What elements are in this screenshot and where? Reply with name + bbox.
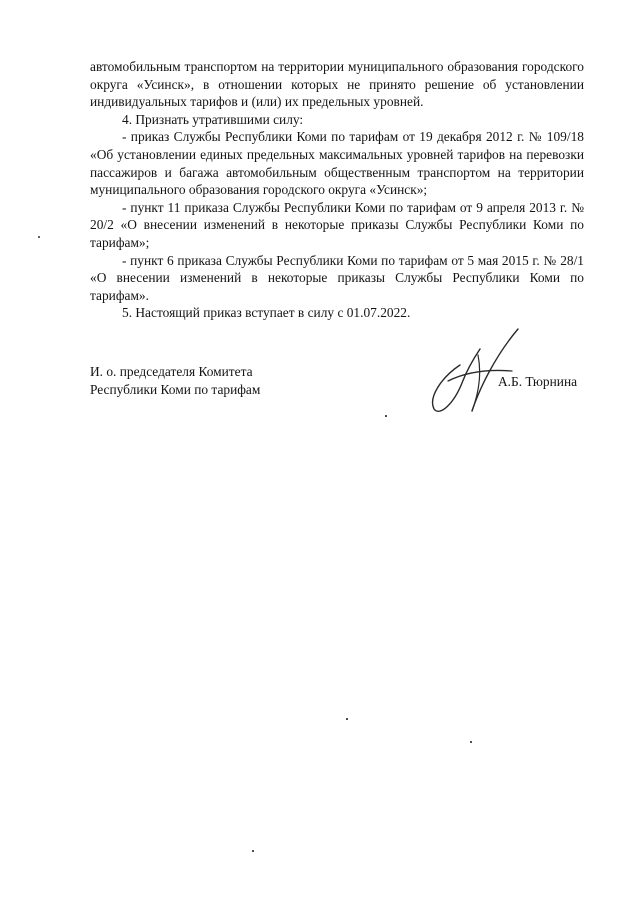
paragraph-item-5: 5. Настоящий приказ вступает в силу с 01.07.2022. [122,305,411,321]
paragraph-repeal-order-2015: - пункт 6 приказа Службы Республики Коми по тарифам от 5 мая 2015 г. № 28/1 «О внесении изменений в некоторые приказы Службы Республики Коми по тарифам». [90,252,584,303]
scan-speck [38,236,40,238]
paragraph-continuation: автомобильным транспортом на территории муниципального образования городского округа «Усинск», в отношении которых не принято решение об установлении индивидуальных тарифов и (или) их предельных уровней. [90,59,584,110]
signer-title-line-2: Республики Коми по тарифам [90,381,261,397]
signer-name: А.Б. Тюрнина [498,374,578,389]
signer-title-line-1: И. о. председателя Комитета [90,364,253,379]
scan-speck [385,415,387,417]
scan-speck [252,850,254,852]
scan-speck [346,718,348,720]
paragraph-item-4: 4. Признать утратившими силу: [122,111,304,127]
document-body [90,58,584,322]
scan-speck [470,741,472,743]
paragraph-repeal-order-2013: - пункт 11 приказа Службы Республики Коми по тарифам от 9 апреля 2013 г. № 20/2 «О внесении изменений в некоторые приказы Службы Республики Коми по тарифам»; [90,199,584,250]
paragraph-repeal-order-2012: - приказ Службы Республики Коми по тарифам от 19 декабря 2012 г. № 109/18 «Об установлении единых предельных максимальных уровней тарифов на перевозки пассажиров и багажа автомобильным общественным транспортом на территории муниципального образования городского округа «Усинск»; [90,129,584,198]
